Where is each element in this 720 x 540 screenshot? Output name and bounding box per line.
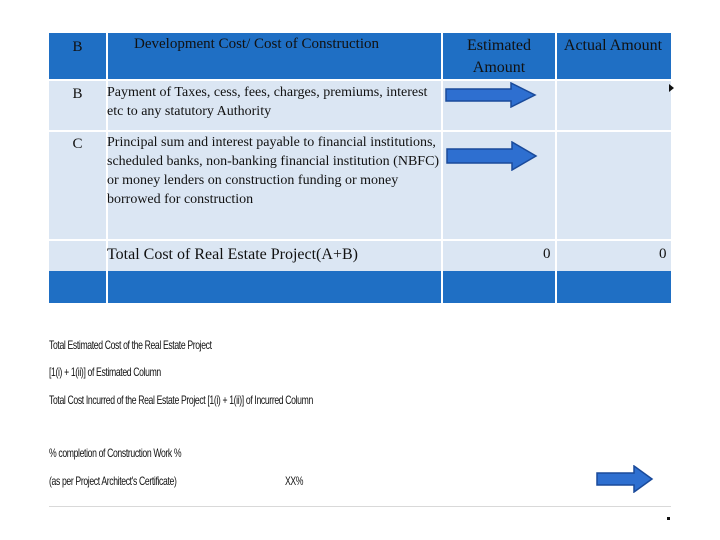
row-code: C xyxy=(72,136,83,152)
row-code: B xyxy=(72,86,83,102)
header-title: Development Cost/ Cost of Construction xyxy=(134,36,379,52)
header-actual: Actual Amount xyxy=(563,37,663,54)
marker-icon xyxy=(669,84,675,92)
note-total-incurred: Total Cost Incurred of the Real Estate Project [1(i) + 1(ii)] of Incurred Column xyxy=(49,393,313,407)
total-estimated: 0 xyxy=(543,246,551,262)
note-architect-certificate: (as per Project Architect's Certificate) xyxy=(49,474,177,488)
row-text: Payment of Taxes, cess, fees, charges, premiums, interest etc to any statutory Authority xyxy=(107,85,428,119)
note-completion-value: XX% xyxy=(285,474,304,488)
cost-table xyxy=(49,33,671,303)
column-divider xyxy=(555,33,557,303)
note-estimated-column: [1(i) + 1(ii)] of Estimated Column xyxy=(49,365,161,379)
header-code: B xyxy=(72,39,83,55)
table-total-row xyxy=(49,271,671,303)
note-total-estimated: Total Estimated Cost of the Real Estate Project xyxy=(49,338,212,352)
row-text: Principal sum and interest payable to financial institutions, scheduled banks, non-banking financial institution (NBFC) or money lenders on construction funding or money borrowed for construction xyxy=(107,135,440,207)
footer-divider xyxy=(49,506,671,507)
total-label: Total Cost of Real Estate Project(A+B) xyxy=(107,246,358,263)
row-divider xyxy=(49,130,671,132)
row-divider xyxy=(49,239,671,241)
total-actual: 0 xyxy=(659,246,667,262)
note-completion: % completion of Construction Work % xyxy=(49,446,182,460)
footer-dot xyxy=(667,517,670,520)
row-divider xyxy=(49,79,671,81)
right-arrow-icon xyxy=(445,82,537,108)
column-divider xyxy=(441,33,443,303)
right-arrow-icon xyxy=(446,141,538,171)
header-estimated: Estimated Amount xyxy=(467,37,531,76)
right-arrow-icon xyxy=(596,465,654,493)
